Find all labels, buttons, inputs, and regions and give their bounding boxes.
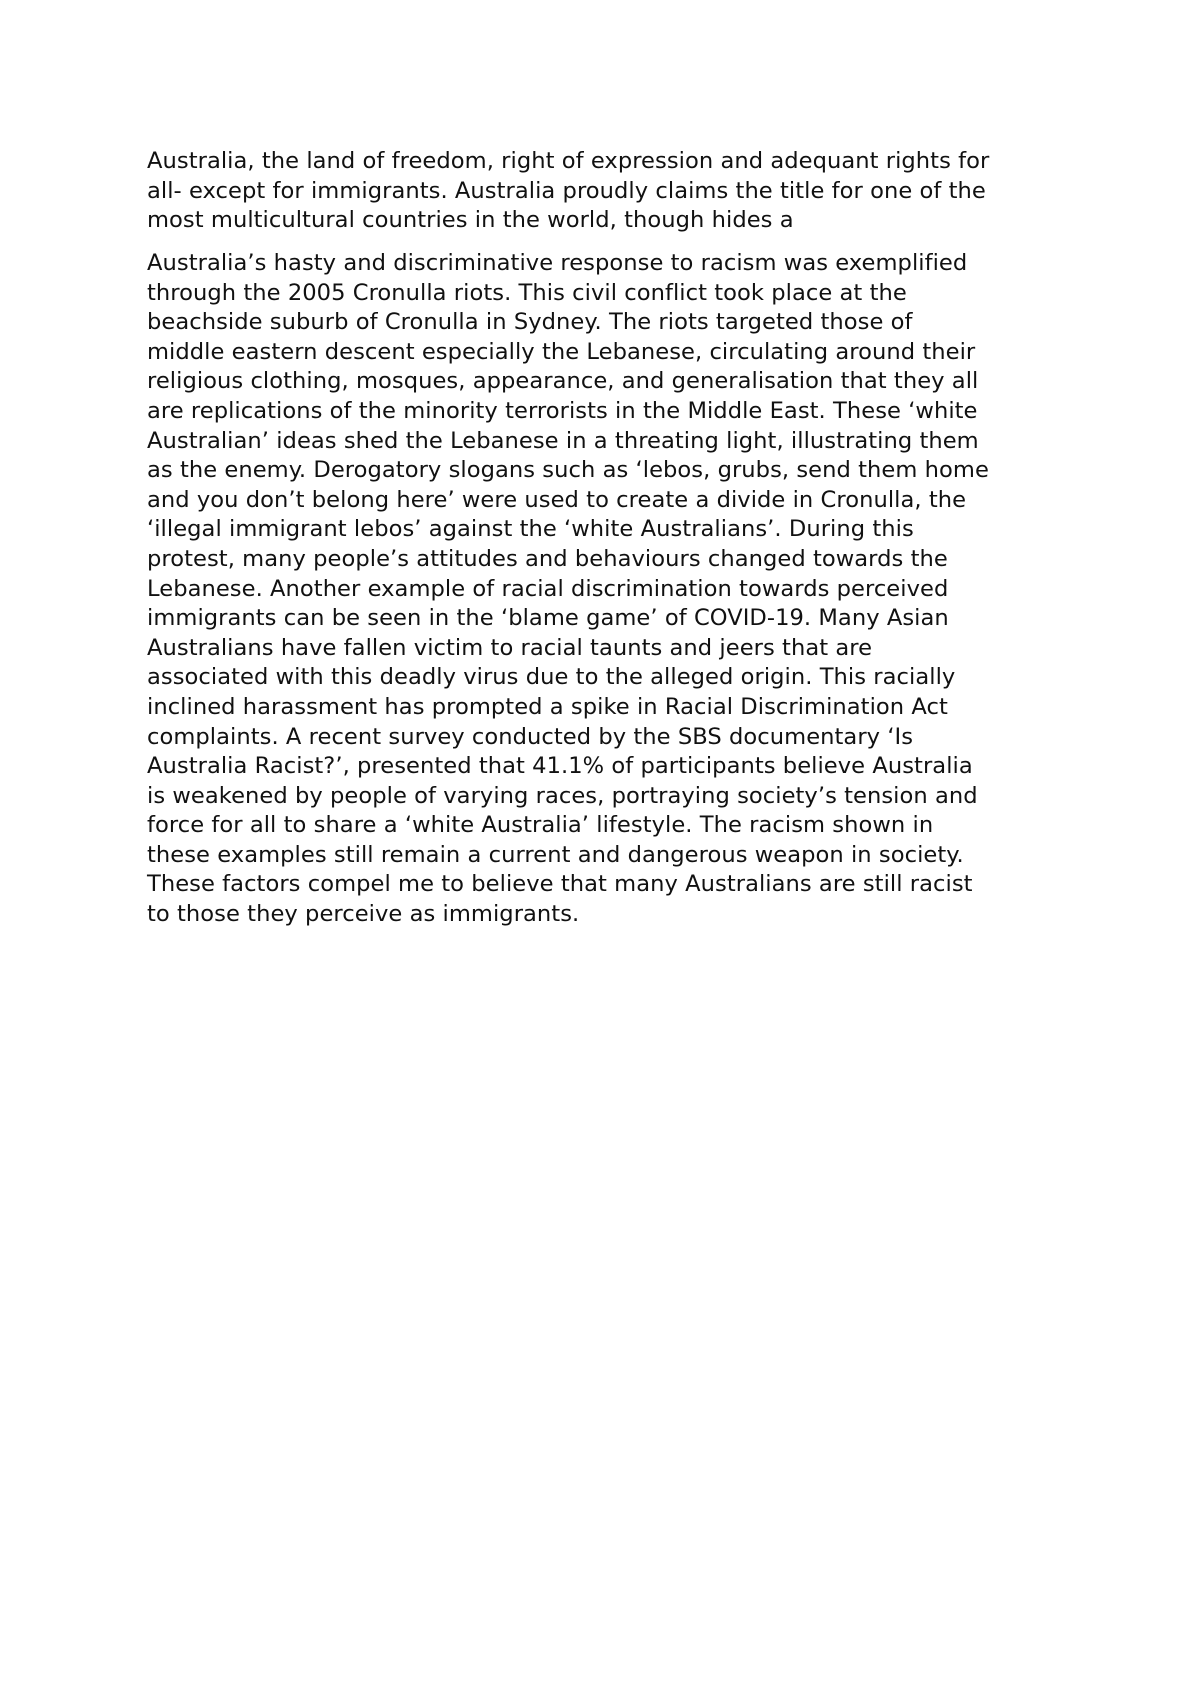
- paragraph-line: Australian’ ideas shed the Lebanese in a threating light, illustrating them: [147, 427, 979, 454]
- paragraph-line: These factors compel me to believe that many Australians are still racist: [147, 871, 973, 898]
- paragraph-line: middle eastern descent especially the Lebanese, circulating around their: [147, 338, 976, 365]
- paragraph-line: complaints. A recent survey conducted by the SBS documentary ‘Is: [147, 723, 914, 750]
- paragraph-line: associated with this deadly virus due to the alleged origin. This racially: [147, 664, 956, 691]
- paragraph-line: as the enemy. Derogatory slogans such as ‘lebos, grubs, send them home: [147, 457, 989, 484]
- paragraph-line: Australia, the land of freedom, right of expression and adequant rights for: [147, 148, 990, 174]
- paragraph-line: Australia’s hasty and discriminative response to racism was exemplified: [147, 250, 968, 276]
- paragraph-line: most multicultural countries in the world, though hides a: [147, 207, 794, 234]
- paragraph-line: immigrants can be seen in the ‘blame game’ of COVID-19. Many Asian: [147, 605, 949, 632]
- paragraph-line: through the 2005 Cronulla riots. This civil conflict took place at the: [147, 279, 907, 306]
- body-paragraph: [147, 249, 1077, 930]
- paragraph-line: force for all to share a ‘white Australia’ lifestyle. The racism shown in: [147, 812, 934, 839]
- paragraph-line: all- except for immigrants. Australia proudly claims the title for one of the: [147, 177, 986, 204]
- paragraph-line: is weakened by people of varying races, portraying society’s tension and: [147, 782, 978, 809]
- paragraph-line: protest, many people’s attitudes and behaviours changed towards the: [147, 545, 948, 572]
- paragraph-line: these examples still remain a current and dangerous weapon in society.: [147, 841, 964, 868]
- paragraph-line: inclined harassment has prompted a spike in Racial Discrimination Act: [147, 693, 948, 720]
- paragraph-line: Australia Racist?’, presented that 41.1% of participants believe Australia: [147, 753, 973, 780]
- paragraph-line: religious clothing, mosques, appearance, and generalisation that they all: [147, 368, 979, 395]
- paragraph-line: and you don’t belong here’ were used to create a divide in Cronulla, the: [147, 486, 967, 513]
- intro-paragraph: [147, 147, 1077, 236]
- paragraph-line: to those they perceive as immigrants.: [147, 901, 580, 928]
- paragraph-line: Lebanese. Another example of racial discrimination towards perceived: [147, 575, 949, 602]
- paragraph-line: ‘illegal immigrant lebos’ against the ‘white Australians’. During this: [147, 516, 914, 543]
- paragraph-line: are replications of the minority terrorists in the Middle East. These ‘white: [147, 397, 978, 424]
- paragraph-line: Australians have fallen victim to racial taunts and jeers that are: [147, 634, 873, 661]
- paragraph-line: beachside suburb of Cronulla in Sydney. The riots targeted those of: [147, 309, 913, 336]
